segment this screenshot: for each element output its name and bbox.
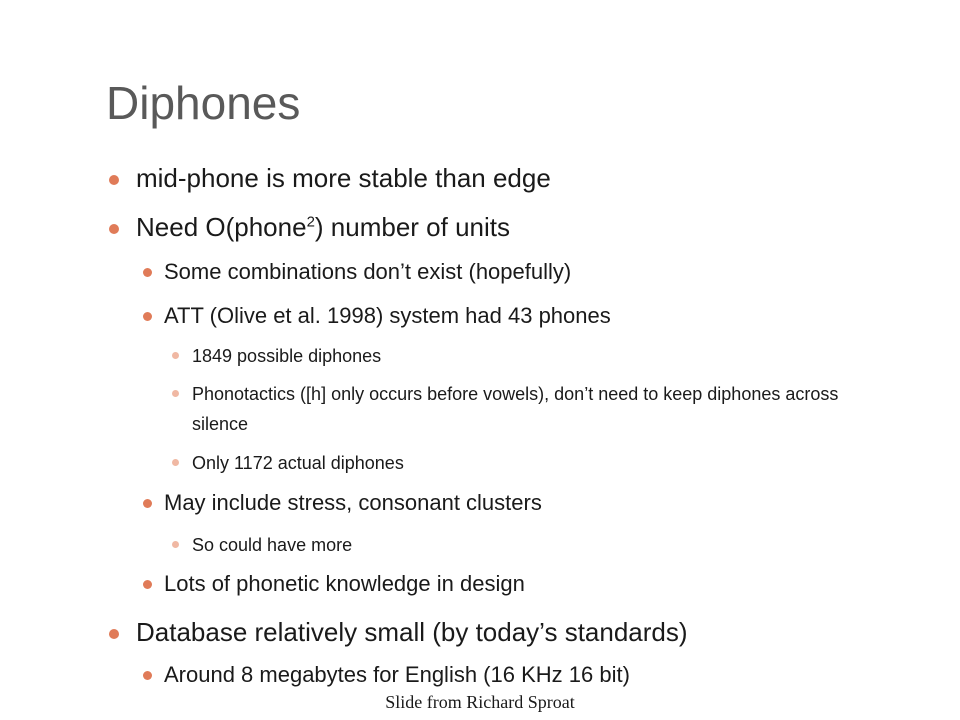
bullet-level2 [164, 571, 525, 597]
bullet-text: So could have more [192, 535, 353, 555]
bullet-text: Database relatively small (by today’s standards) [136, 617, 688, 647]
bullet-text: Only 1172 actual diphones [192, 453, 404, 473]
bullet-level1 [136, 617, 688, 648]
bullet-dot-icon [143, 671, 152, 680]
bullet-dot-icon [172, 352, 179, 359]
bullet-dot-icon [172, 390, 179, 397]
bullet-level2 [164, 662, 630, 688]
bullet-level2 [164, 490, 542, 516]
slide-credit: Slide from Richard Sproat [385, 692, 575, 712]
bullet-level3 [192, 341, 892, 371]
bullet-level2 [164, 303, 611, 329]
bullet-level3 [192, 530, 892, 560]
bullet-level2 [164, 259, 571, 285]
bullet-dot-icon [172, 541, 179, 548]
bullet-text: Some combinations don’t exist (hopefully) [164, 259, 572, 284]
bullet-dot-icon [109, 224, 119, 234]
bullet-dot-icon [109, 175, 119, 185]
superscript: 2 [306, 213, 315, 231]
bullet-dot-icon [143, 580, 152, 589]
bullet-level3 [192, 379, 892, 439]
bullet-level1 [136, 212, 510, 243]
bullet-text: mid-phone is more stable than edge [136, 163, 551, 193]
bullet-text: May include stress, consonant clusters [164, 490, 542, 515]
bullet-text: Phonotactics ([h] only occurs before vowels), don’t need to keep diphones across silence [192, 384, 839, 434]
bullet-level1 [136, 163, 551, 194]
bullet-dot-icon [143, 268, 152, 277]
slide-title: Diphones [106, 77, 301, 129]
bullet-level3 [192, 448, 892, 478]
bullet-dot-icon [143, 312, 152, 321]
bullet-dot-icon [109, 629, 119, 639]
bullet-text: ATT (Olive et al. 1998) system had 43 phones [164, 303, 611, 328]
bullet-text-part: ) number of units [314, 212, 510, 242]
bullet-dot-icon [172, 459, 179, 466]
bullet-dot-icon [143, 499, 152, 508]
bullet-text: Around 8 megabytes for English (16 KHz 16 bit) [164, 662, 630, 687]
bullet-text: Lots of phonetic knowledge in design [164, 571, 525, 596]
bullet-text-part: Need O(phone [136, 212, 307, 242]
bullet-text: 1849 possible diphones [192, 346, 382, 366]
